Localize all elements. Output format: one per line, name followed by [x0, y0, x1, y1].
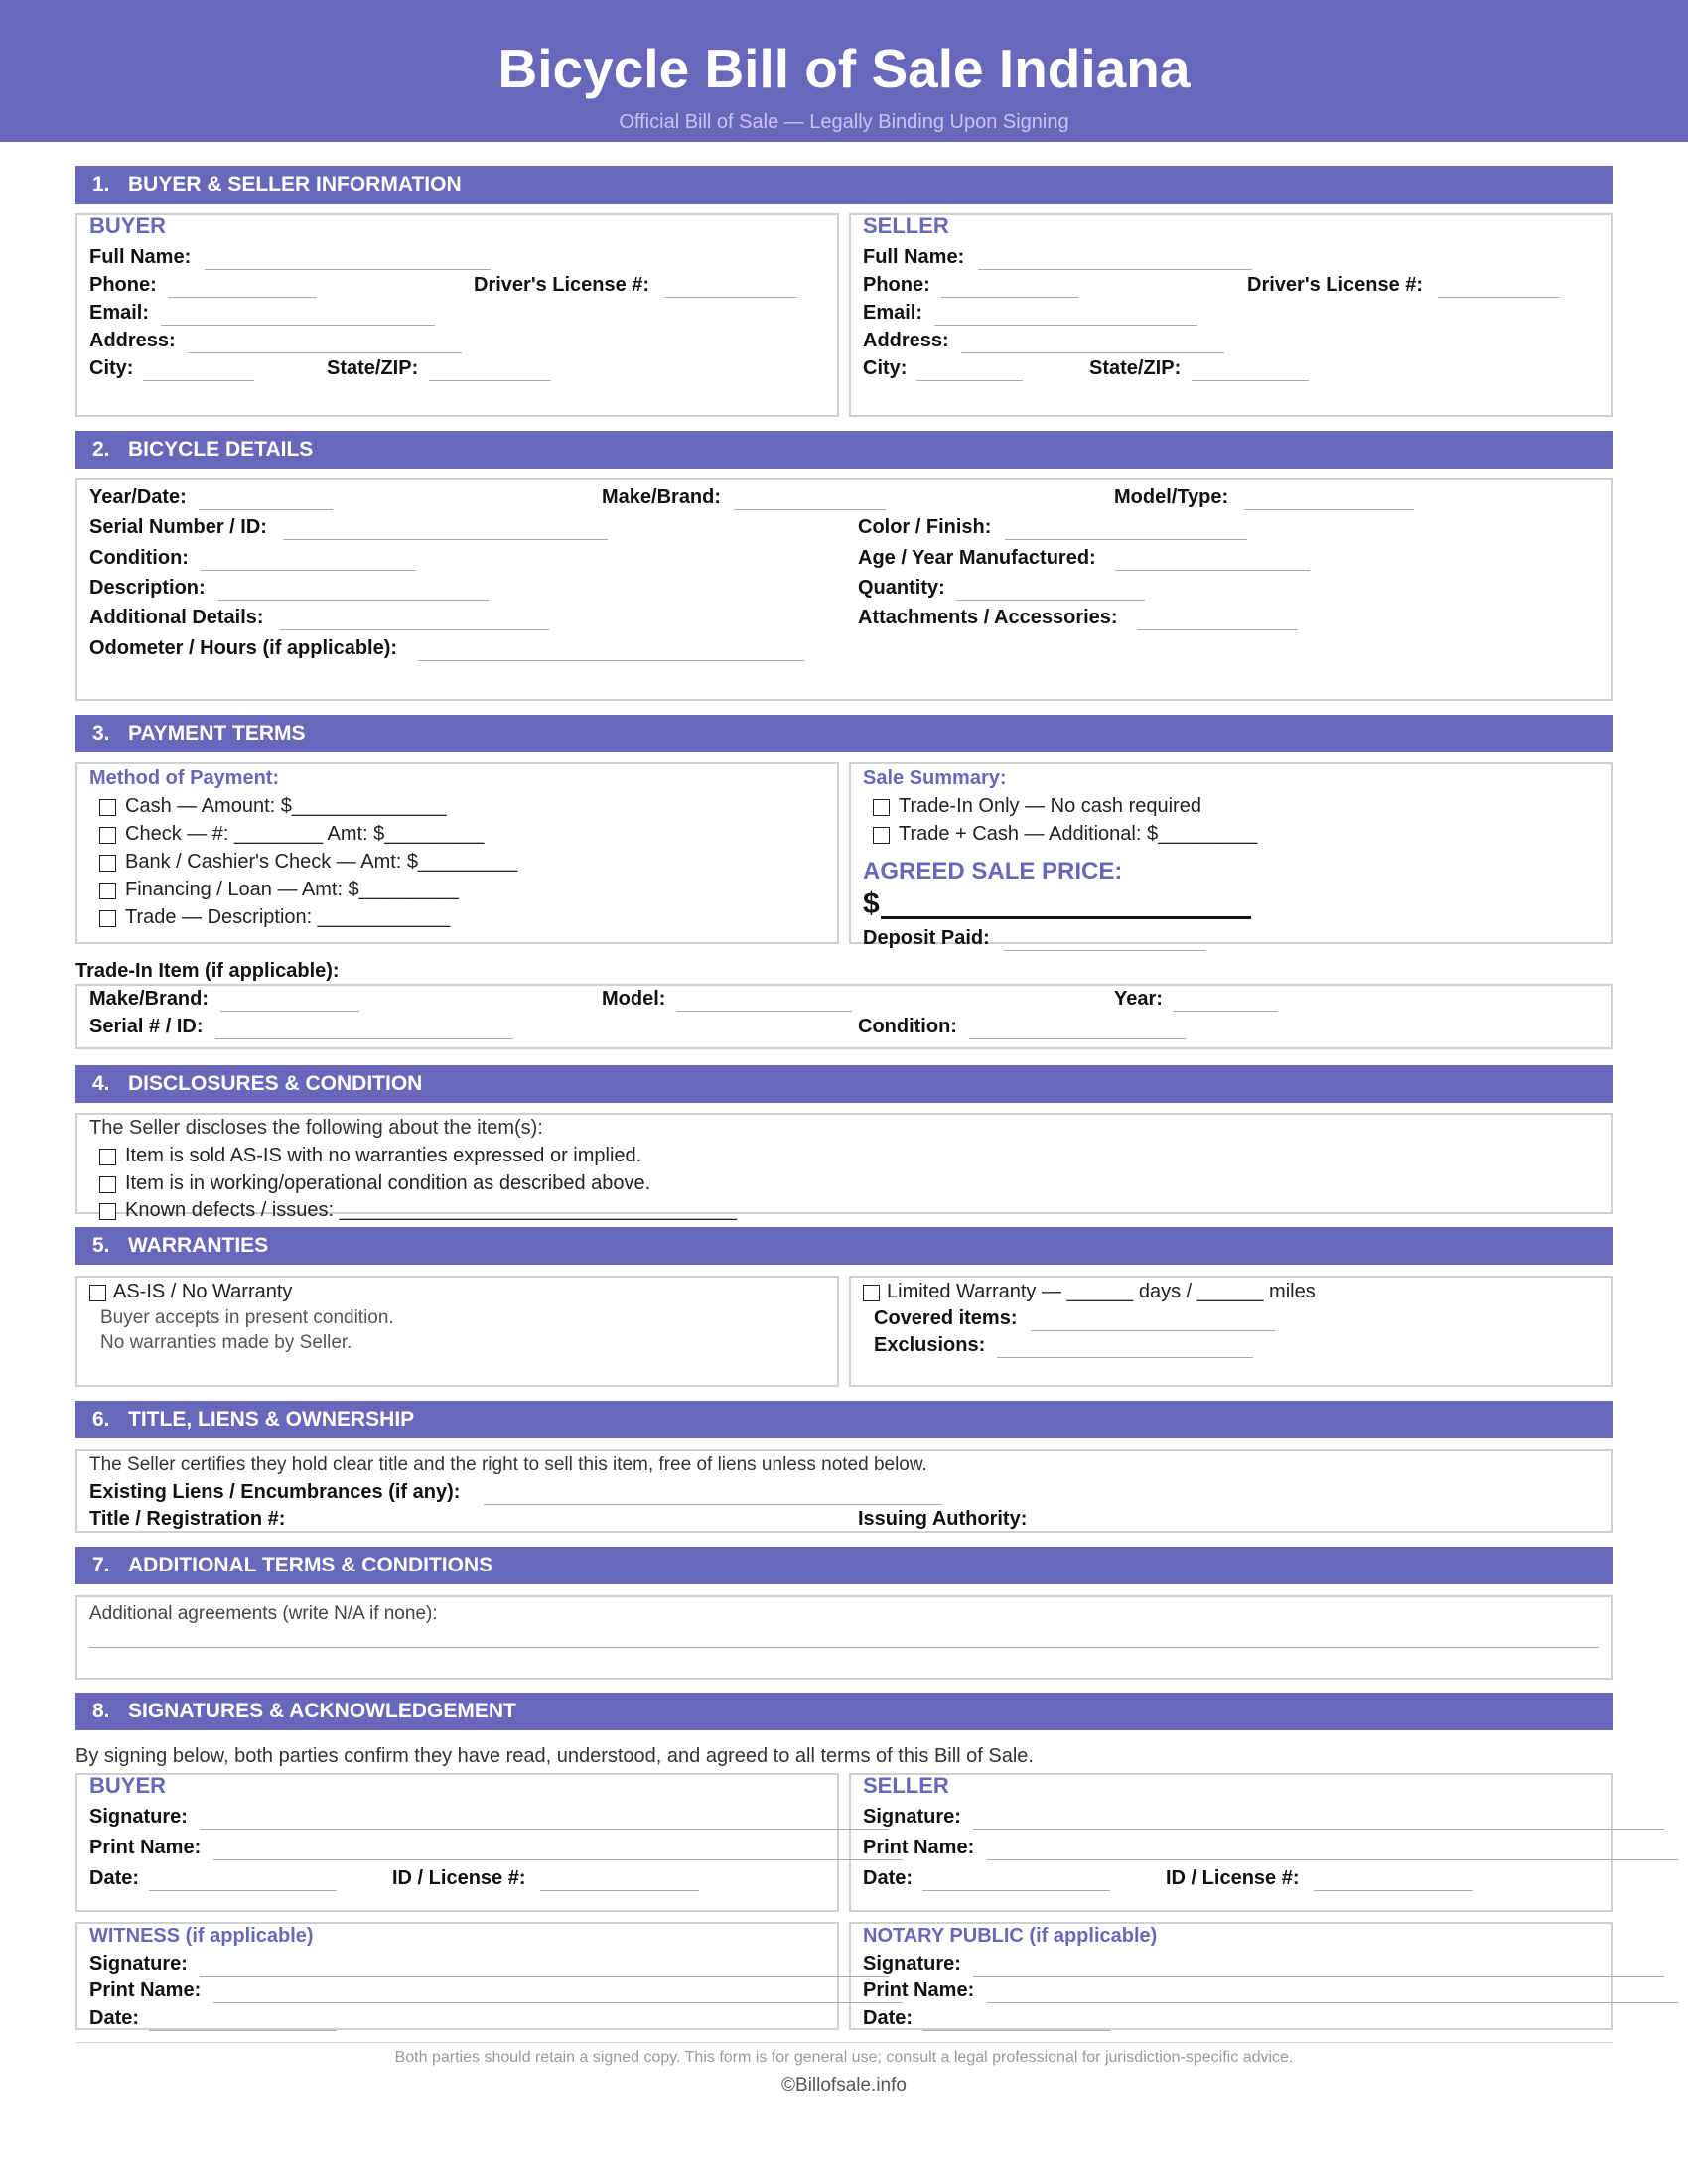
- covered-items-field[interactable]: [1031, 1330, 1275, 1331]
- check-option: Check — #: ________ Amt: $_________: [125, 823, 485, 845]
- as-is-checkbox[interactable]: [99, 1149, 116, 1165]
- buyer-city-field[interactable]: [143, 380, 254, 381]
- as-is-option: Item is sold AS-IS with no warranties expressed or implied.: [125, 1145, 642, 1166]
- dollar-sign: $: [863, 887, 880, 920]
- seller-city-label: City:: [863, 357, 908, 379]
- buyer-full-name-label: Full Name:: [89, 246, 192, 268]
- cash-option: Cash — Amount: $______________: [125, 795, 447, 817]
- buyer-print-name-label: Print Name:: [89, 1837, 202, 1858]
- known-defects-option: Known defects / issues: ____________________________________: [125, 1199, 738, 1221]
- section-2-header: 2. BICYCLE DETAILS: [75, 431, 1613, 469]
- seller-info-box: [849, 213, 1613, 417]
- sale-summary-heading: Sale Summary:: [863, 767, 1007, 789]
- trade-in-serial-field[interactable]: [215, 1038, 513, 1039]
- trade-plus-cash-option: Trade + Cash — Additional: $_________: [899, 823, 1258, 845]
- notary-heading: NOTARY PUBLIC (if applicable): [863, 1925, 1158, 1947]
- title-registration-label: Title / Registration #:: [89, 1508, 286, 1530]
- agreed-sale-price-field[interactable]: [881, 916, 1251, 919]
- odometer-label: Odometer / Hours (if applicable):: [89, 637, 398, 659]
- buyer-info-box: [75, 213, 839, 417]
- seller-full-name-field[interactable]: [978, 269, 1252, 270]
- trade-in-only-option: Trade-In Only — No cash required: [899, 795, 1201, 817]
- seller-state-zip-label: State/ZIP:: [1089, 357, 1182, 379]
- attachments-field[interactable]: [1137, 629, 1298, 630]
- seller-dl-label: Driver's License #:: [1247, 274, 1424, 296]
- buyer-id-label: ID / License #:: [392, 1867, 526, 1889]
- additional-details-field[interactable]: [280, 629, 549, 630]
- seller-signature-label: Signature:: [863, 1806, 961, 1828]
- quantity-field[interactable]: [956, 600, 1145, 601]
- buyer-print-name-field[interactable]: [213, 1859, 903, 1860]
- working-condition-checkbox[interactable]: [99, 1176, 116, 1193]
- trade-in-heading: Trade-In Item (if applicable):: [75, 960, 340, 982]
- no-warranty-checkbox[interactable]: [89, 1285, 106, 1301]
- notary-print-name-field[interactable]: [987, 2002, 1678, 2003]
- seller-dl-field[interactable]: [1438, 297, 1560, 298]
- additional-terms-field[interactable]: [89, 1647, 1599, 1648]
- buyer-date-field[interactable]: [149, 1890, 337, 1891]
- additional-details-label: Additional Details:: [89, 607, 264, 628]
- age-field[interactable]: [1115, 570, 1310, 571]
- as-is-note-2: No warranties made by Seller.: [100, 1332, 352, 1353]
- notary-date-field[interactable]: [922, 2030, 1110, 2031]
- disclosures-intro: The Seller discloses the following about the item(s):: [89, 1117, 543, 1139]
- footer-note: Both parties should retain a signed copy. This form is for general use; consult a legal professional for jurisdiction-specific advice.: [394, 2049, 1294, 2066]
- seller-signature-heading: SELLER: [863, 1773, 949, 1798]
- description-field[interactable]: [218, 600, 489, 601]
- trade-plus-cash-checkbox[interactable]: [873, 827, 890, 844]
- footer-divider: [75, 2042, 1613, 2043]
- seller-address-field[interactable]: [961, 352, 1224, 353]
- seller-signature-field[interactable]: [973, 1829, 1664, 1830]
- section-4-header: 4. DISCLOSURES & CONDITION: [75, 1065, 1613, 1103]
- seller-phone-field[interactable]: [941, 297, 1078, 298]
- witness-print-name-field[interactable]: [213, 2002, 903, 2003]
- make-label: Make/Brand:: [602, 486, 722, 508]
- additional-terms-note: Additional agreements (write N/A if none):: [89, 1603, 438, 1624]
- title-certify-text: The Seller certifies they hold clear title and the right to sell this item, free of liens unless noted below.: [89, 1454, 927, 1475]
- section-1-header: 1. BUYER & SELLER INFORMATION: [75, 166, 1613, 204]
- trade-option: Trade — Description: ____________: [125, 906, 451, 928]
- age-label: Age / Year Manufactured:: [858, 547, 1096, 569]
- condition-field[interactable]: [201, 570, 416, 571]
- witness-signature-field[interactable]: [200, 1976, 889, 1977]
- witness-date-label: Date:: [89, 2007, 140, 2029]
- model-label: Model/Type:: [1114, 486, 1229, 508]
- issuing-authority-label: Issuing Authority:: [858, 1508, 1028, 1530]
- buyer-id-field[interactable]: [540, 1890, 699, 1891]
- witness-print-name-label: Print Name:: [89, 1979, 202, 2001]
- witness-date-field[interactable]: [149, 2030, 337, 2031]
- attachments-label: Attachments / Accessories:: [858, 607, 1118, 628]
- notary-signature-field[interactable]: [973, 1976, 1664, 1977]
- seller-date-label: Date:: [863, 1867, 914, 1889]
- liens-field[interactable]: [484, 1504, 942, 1505]
- financing-option: Financing / Loan — Amt: $_________: [125, 879, 459, 900]
- serial-label: Serial Number / ID:: [89, 516, 267, 538]
- deposit-label: Deposit Paid:: [863, 927, 990, 949]
- seller-heading: SELLER: [863, 213, 949, 238]
- trade-in-only-checkbox[interactable]: [873, 799, 890, 816]
- cash-checkbox[interactable]: [99, 799, 116, 816]
- page-header: [0, 0, 1688, 142]
- trade-in-year-field[interactable]: [1173, 1011, 1278, 1012]
- buyer-address-field[interactable]: [188, 352, 462, 353]
- trade-in-make-field[interactable]: [220, 1011, 359, 1012]
- buyer-dl-field[interactable]: [664, 297, 797, 298]
- seller-state-zip-field[interactable]: [1192, 380, 1309, 381]
- buyer-city-label: City:: [89, 357, 134, 379]
- seller-id-field[interactable]: [1314, 1890, 1473, 1891]
- bicycle-details-box: [75, 478, 1613, 701]
- agreed-sale-price-label: AGREED SALE PRICE:: [863, 858, 1123, 885]
- quantity-label: Quantity:: [858, 577, 945, 599]
- limited-warranty-checkbox[interactable]: [863, 1285, 880, 1301]
- witness-heading: WITNESS (if applicable): [89, 1925, 314, 1947]
- trade-in-box: [75, 984, 1613, 1049]
- buyer-signature-field[interactable]: [200, 1829, 889, 1830]
- financing-checkbox[interactable]: [99, 883, 116, 899]
- seller-address-label: Address:: [863, 330, 949, 351]
- seller-full-name-label: Full Name:: [863, 246, 965, 268]
- make-field[interactable]: [734, 509, 886, 510]
- covered-items-label: Covered items:: [874, 1307, 1018, 1329]
- check-checkbox[interactable]: [99, 827, 116, 844]
- working-condition-option: Item is in working/operational condition as described above.: [125, 1172, 651, 1194]
- trade-in-condition-field[interactable]: [969, 1038, 1186, 1039]
- buyer-signature-heading: BUYER: [89, 1773, 167, 1798]
- seller-city-field[interactable]: [916, 380, 1023, 381]
- notary-date-label: Date:: [863, 2007, 914, 2029]
- footer-brand: ©Billofsale.info: [781, 2075, 907, 2096]
- seller-id-label: ID / License #:: [1166, 1867, 1300, 1889]
- seller-email-field[interactable]: [934, 325, 1197, 326]
- trade-in-model-label: Model:: [602, 988, 666, 1010]
- trade-in-model-field[interactable]: [676, 1011, 852, 1012]
- description-label: Description:: [89, 577, 206, 599]
- trade-checkbox[interactable]: [99, 910, 116, 927]
- buyer-state-zip-field[interactable]: [429, 380, 551, 381]
- buyer-address-label: Address:: [89, 330, 176, 351]
- seller-email-label: Email:: [863, 302, 923, 324]
- section-3-header: 3. PAYMENT TERMS: [75, 715, 1613, 752]
- model-field[interactable]: [1244, 509, 1414, 510]
- color-field[interactable]: [1005, 539, 1247, 540]
- buyer-state-zip-label: State/ZIP:: [327, 357, 419, 379]
- seller-print-name-field[interactable]: [987, 1859, 1678, 1860]
- page-title: Bicycle Bill of Sale Indiana: [497, 38, 1191, 99]
- year-field[interactable]: [199, 509, 333, 510]
- odometer-field[interactable]: [418, 660, 804, 661]
- buyer-email-field[interactable]: [161, 325, 435, 326]
- trade-in-make-label: Make/Brand:: [89, 988, 210, 1010]
- section-7-header: 7. ADDITIONAL TERMS & CONDITIONS: [75, 1547, 1613, 1584]
- buyer-heading: BUYER: [89, 213, 167, 238]
- buyer-signature-label: Signature:: [89, 1806, 188, 1828]
- section-6-header: 6. TITLE, LIENS & OWNERSHIP: [75, 1401, 1613, 1438]
- bank-check-option: Bank / Cashier's Check — Amt: $_________: [125, 851, 518, 873]
- payment-method-heading: Method of Payment:: [89, 767, 280, 789]
- buyer-phone-field[interactable]: [168, 297, 317, 298]
- limited-warranty-option: Limited Warranty — ______ days / ______ miles: [887, 1281, 1316, 1302]
- bank-check-checkbox[interactable]: [99, 855, 116, 872]
- buyer-full-name-field[interactable]: [205, 269, 491, 270]
- trade-in-condition-label: Condition:: [858, 1016, 957, 1037]
- seller-phone-label: Phone:: [863, 274, 930, 296]
- trade-in-serial-label: Serial # / ID:: [89, 1016, 204, 1037]
- page-subtitle: Official Bill of Sale — Legally Binding Upon Signing: [619, 111, 1069, 133]
- section-5-header: 5. WARRANTIES: [75, 1227, 1613, 1265]
- exclusions-field[interactable]: [997, 1357, 1253, 1358]
- witness-signature-label: Signature:: [89, 1953, 188, 1975]
- section-8-header: 8. SIGNATURES & ACKNOWLEDGEMENT: [75, 1693, 1613, 1730]
- deposit-field[interactable]: [1004, 950, 1206, 951]
- condition-label: Condition:: [89, 547, 189, 569]
- seller-print-name-label: Print Name:: [863, 1837, 975, 1858]
- buyer-date-label: Date:: [89, 1867, 140, 1889]
- buyer-email-label: Email:: [89, 302, 150, 324]
- buyer-phone-label: Phone:: [89, 274, 157, 296]
- exclusions-label: Exclusions:: [874, 1334, 986, 1356]
- trade-in-year-label: Year:: [1114, 988, 1163, 1010]
- as-is-note-1: Buyer accepts in present condition.: [100, 1307, 394, 1328]
- serial-field[interactable]: [283, 539, 608, 540]
- seller-date-field[interactable]: [922, 1890, 1110, 1891]
- notary-print-name-label: Print Name:: [863, 1979, 975, 2001]
- liens-label: Existing Liens / Encumbrances (if any):: [89, 1481, 461, 1503]
- color-label: Color / Finish:: [858, 516, 992, 538]
- known-defects-checkbox[interactable]: [99, 1203, 116, 1220]
- notary-signature-label: Signature:: [863, 1953, 961, 1975]
- buyer-dl-label: Driver's License #:: [474, 274, 650, 296]
- no-warranty-option: AS-IS / No Warranty: [113, 1281, 293, 1302]
- year-label: Year/Date:: [89, 486, 187, 508]
- signatures-intro: By signing below, both parties confirm they have read, understood, and agreed to all terms of this Bill of Sale.: [75, 1745, 1034, 1767]
